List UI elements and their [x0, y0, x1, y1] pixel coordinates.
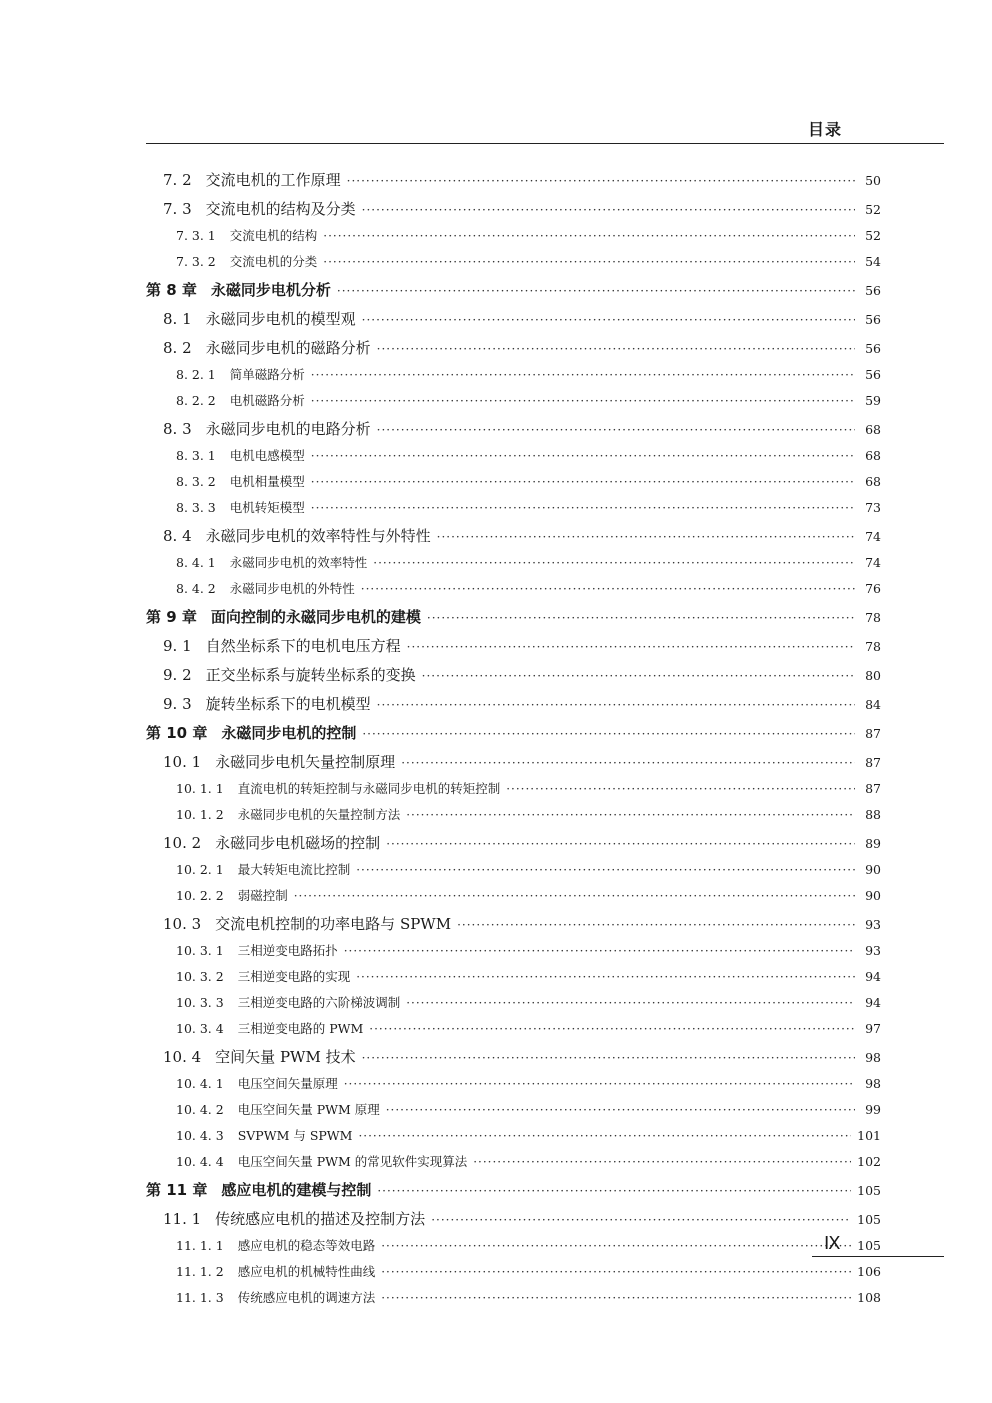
toc-entry-page: 68 — [865, 422, 881, 437]
dot-leader — [362, 314, 855, 326]
toc-entry-title: 传统感应电机的调速方法 — [237, 1290, 376, 1305]
dot-leader — [323, 256, 855, 268]
toc-entry-number: 第 10 章 — [146, 724, 208, 742]
header-rule — [146, 143, 944, 144]
toc-entry-title: 面向控制的永磁同步电机的建模 — [210, 608, 421, 626]
toc-entry-page: 93 — [865, 917, 881, 932]
toc-entry-number: 第 9 章 — [146, 608, 197, 626]
toc-entry-page: 87 — [865, 781, 881, 796]
dot-leader — [377, 1185, 851, 1197]
toc-entry-number: 10. 1. 1 — [176, 781, 224, 796]
toc-entry-page: 52 — [865, 228, 881, 243]
dot-leader — [381, 1266, 851, 1278]
toc-entry-title: 直流电机的转矩控制与永磁同步电机的转矩控制 — [237, 781, 501, 796]
toc-entry[interactable] — [146, 1076, 881, 1102]
dot-leader — [362, 728, 855, 740]
dot-leader — [381, 1240, 851, 1252]
toc-entry-number: 10. 2 — [163, 834, 202, 852]
toc-entry[interactable] — [146, 1128, 881, 1154]
toc-entry-page: 106 — [857, 1264, 881, 1279]
toc-entry-page: 74 — [865, 529, 881, 544]
toc-entry-page: 78 — [865, 610, 881, 625]
toc-entry[interactable] — [146, 309, 881, 338]
toc-entry-number: 7. 3 — [163, 200, 192, 218]
toc-entry[interactable] — [146, 419, 881, 448]
toc-entry-number: 10. 4 — [163, 1048, 202, 1066]
toc-entry-page: 105 — [857, 1238, 881, 1253]
dot-leader — [356, 971, 855, 983]
toc-entry-number: 10. 3 — [163, 915, 202, 933]
dot-leader — [311, 476, 855, 488]
toc-entry[interactable] — [146, 254, 881, 280]
dot-leader — [406, 809, 855, 821]
toc-entry-title: 自然坐标系下的电机电压方程 — [205, 637, 401, 655]
toc-entry-page: 102 — [857, 1154, 881, 1169]
toc-entry[interactable] — [146, 1238, 881, 1264]
dot-leader — [422, 670, 855, 682]
dot-leader — [407, 641, 855, 653]
dot-leader — [506, 783, 855, 795]
toc-entry[interactable] — [146, 170, 881, 199]
toc-entry-title: 永磁同步电机的外特性 — [229, 581, 355, 596]
dot-leader — [311, 369, 855, 381]
toc-entry-page: 78 — [865, 639, 881, 654]
toc-entry-number: 10. 4. 1 — [176, 1076, 224, 1091]
toc-entry[interactable] — [146, 781, 881, 807]
toc-entry[interactable] — [146, 807, 881, 833]
toc-entry[interactable] — [146, 862, 881, 888]
toc-entry-number: 7. 2 — [163, 171, 192, 189]
toc-entry-number: 8. 4. 1 — [176, 555, 216, 570]
toc-entry-number: 11. 1. 1 — [176, 1238, 224, 1253]
toc-entry-page: 84 — [865, 697, 881, 712]
toc-entry-number: 10. 1. 2 — [176, 807, 224, 822]
toc-entry-page: 54 — [865, 254, 881, 269]
page-number: Ⅸ — [824, 1233, 841, 1254]
dot-leader — [473, 1156, 851, 1168]
toc-entry-page: 97 — [865, 1021, 881, 1036]
toc-entry-number: 10. 3. 1 — [176, 943, 224, 958]
toc-entry[interactable] — [146, 448, 881, 474]
toc-entry-title: 三相逆变电路的实现 — [237, 969, 351, 984]
toc-entry-title: 永磁同步电机的模型观 — [205, 310, 356, 328]
toc-entry[interactable] — [146, 1209, 881, 1238]
toc-entry[interactable] — [146, 581, 881, 607]
toc-entry-page: 99 — [865, 1102, 881, 1117]
toc-entry-number: 8. 2. 2 — [176, 393, 216, 408]
dot-leader — [377, 343, 855, 355]
dot-leader — [406, 997, 855, 1009]
toc-entry-page: 94 — [865, 995, 881, 1010]
toc-entry-number: 10. 2. 2 — [176, 888, 224, 903]
toc-entry-title: 永磁同步电机磁场的控制 — [215, 834, 381, 852]
toc-entry-title: 永磁同步电机的矢量控制方法 — [237, 807, 401, 822]
toc-entry[interactable] — [146, 833, 881, 862]
dot-leader — [362, 204, 855, 216]
toc-entry-title: 交流电机的分类 — [229, 254, 318, 269]
toc-entry-number: 10. 3. 3 — [176, 995, 224, 1010]
toc-entry-title: 三相逆变电路的 PWM — [237, 1021, 364, 1036]
toc-entry-number: 8. 1 — [163, 310, 192, 328]
dot-leader — [323, 230, 855, 242]
toc-entry-number: 8. 4. 2 — [176, 581, 216, 596]
dot-leader — [369, 1023, 855, 1035]
toc-entry-page: 73 — [865, 500, 881, 515]
toc-entry-page: 59 — [865, 393, 881, 408]
toc-entry-title: SVPWM 与 SPWM — [237, 1128, 353, 1143]
toc-entry[interactable] — [146, 694, 881, 723]
toc-entry[interactable] — [146, 474, 881, 500]
dot-leader — [337, 285, 855, 297]
toc-entry-number: 8. 3. 2 — [176, 474, 216, 489]
dot-leader — [457, 919, 855, 931]
dot-leader — [381, 1292, 851, 1304]
toc-entry[interactable] — [146, 636, 881, 665]
toc-entry-page: 50 — [865, 173, 881, 188]
dot-leader — [311, 502, 855, 514]
footer-rule — [812, 1256, 944, 1257]
toc-entry-title: 三相逆变电路的六阶梯波调制 — [237, 995, 401, 1010]
toc-entry-title: 电压空间矢量 PWM 的常见软件实现算法 — [237, 1154, 468, 1169]
toc-entry[interactable] — [146, 1102, 881, 1128]
toc-entry-number: 8. 3 — [163, 420, 192, 438]
dot-leader — [358, 1130, 851, 1142]
toc-entry-title: 电机转矩模型 — [229, 500, 305, 515]
toc-entry-page: 98 — [865, 1050, 881, 1065]
dot-leader — [377, 424, 855, 436]
dot-leader — [344, 945, 855, 957]
toc-entry-title: 永磁同步电机分析 — [210, 281, 331, 299]
toc-entry-title: 永磁同步电机的效率特性 — [229, 555, 368, 570]
toc-entry-number: 9. 2 — [163, 666, 192, 684]
toc-entry-page: 101 — [857, 1128, 881, 1143]
toc-entry-number: 8. 3. 3 — [176, 500, 216, 515]
toc-entry-number: 11. 1 — [163, 1210, 202, 1228]
toc-entry-title: 弱磁控制 — [237, 888, 288, 903]
toc-entry-title: 传统感应电机的描述及控制方法 — [215, 1210, 426, 1228]
toc-entry-page: 105 — [857, 1183, 881, 1198]
toc-entry[interactable] — [146, 1180, 881, 1209]
toc-entry-title: 正交坐标系与旋转坐标系的变换 — [205, 666, 416, 684]
toc-entry-page: 74 — [865, 555, 881, 570]
toc-entry-number: 8. 2. 1 — [176, 367, 216, 382]
toc-entry-number: 11. 1. 3 — [176, 1290, 224, 1305]
toc-entry-title: 电压空间矢量原理 — [237, 1076, 338, 1091]
toc-entry[interactable] — [146, 1154, 881, 1180]
toc-entry-number: 7. 3. 2 — [176, 254, 216, 269]
toc-entry[interactable] — [146, 943, 881, 969]
toc-entry-number: 10. 4. 4 — [176, 1154, 224, 1169]
toc-entry-page: 87 — [865, 755, 881, 770]
toc-entry-number: 10. 3. 4 — [176, 1021, 224, 1036]
toc-entry-page: 90 — [865, 862, 881, 877]
toc-entry-page: 88 — [865, 807, 881, 822]
toc-entry-page: 56 — [865, 341, 881, 356]
table-of-contents — [146, 170, 881, 1316]
toc-entry-number: 10. 1 — [163, 753, 202, 771]
dot-leader — [401, 757, 855, 769]
toc-entry-number: 10. 4. 2 — [176, 1102, 224, 1117]
toc-entry-title: 永磁同步电机的电路分析 — [205, 420, 371, 438]
running-header-title: 目录 — [808, 120, 843, 139]
toc-entry-page: 56 — [865, 367, 881, 382]
toc-entry-number: 8. 3. 1 — [176, 448, 216, 463]
toc-entry-page: 87 — [865, 726, 881, 741]
toc-entry-title: 交流电机的结构 — [229, 228, 318, 243]
toc-entry[interactable] — [146, 199, 881, 228]
dot-leader — [377, 699, 855, 711]
toc-entry[interactable] — [146, 1290, 881, 1316]
toc-entry-number: 10. 4. 3 — [176, 1128, 224, 1143]
toc-entry-title: 交流电机的结构及分类 — [205, 200, 356, 218]
toc-entry-page: 68 — [865, 448, 881, 463]
toc-entry-title: 永磁同步电机的控制 — [221, 724, 357, 742]
dot-leader — [437, 531, 855, 543]
dot-leader — [427, 612, 855, 624]
toc-entry-title: 空间矢量 PWM 技术 — [215, 1048, 356, 1066]
dot-leader — [386, 838, 855, 850]
toc-entry[interactable] — [146, 995, 881, 1021]
toc-entry[interactable] — [146, 969, 881, 995]
toc-entry[interactable] — [146, 723, 881, 752]
toc-entry-title: 三相逆变电路拓扑 — [237, 943, 338, 958]
dot-leader — [311, 395, 855, 407]
dot-leader — [362, 1052, 855, 1064]
dot-leader — [431, 1214, 851, 1226]
toc-entry-title: 永磁同步电机矢量控制原理 — [215, 753, 396, 771]
toc-entry-number: 10. 2. 1 — [176, 862, 224, 877]
toc-entry[interactable] — [146, 1264, 881, 1290]
toc-entry-number: 9. 1 — [163, 637, 192, 655]
toc-entry-page: 105 — [857, 1212, 881, 1227]
toc-entry-title: 电机相量模型 — [229, 474, 305, 489]
toc-entry-title: 简单磁路分析 — [229, 367, 305, 382]
toc-entry-number: 10. 3. 2 — [176, 969, 224, 984]
toc-entry-title: 旋转坐标系下的电机模型 — [205, 695, 371, 713]
toc-entry-page: 68 — [865, 474, 881, 489]
toc-entry[interactable] — [146, 280, 881, 309]
toc-entry-title: 感应电机的建模与控制 — [221, 1181, 372, 1199]
toc-entry-page: 56 — [865, 283, 881, 298]
toc-entry[interactable] — [146, 367, 881, 393]
toc-entry-title: 电机电感模型 — [229, 448, 305, 463]
toc-entry-number: 8. 4 — [163, 527, 192, 545]
toc-entry-page: 98 — [865, 1076, 881, 1091]
toc-entry[interactable] — [146, 1021, 881, 1047]
dot-leader — [356, 864, 855, 876]
toc-entry-number: 第 11 章 — [146, 1181, 208, 1199]
toc-entry-page: 76 — [865, 581, 881, 596]
toc-entry-title: 永磁同步电机的磁路分析 — [205, 339, 371, 357]
toc-entry-title: 交流电机控制的功率电路与 SPWM — [215, 915, 452, 933]
dot-leader — [311, 450, 855, 462]
dot-leader — [386, 1104, 855, 1116]
toc-entry-title: 永磁同步电机的效率特性与外特性 — [205, 527, 431, 545]
toc-entry[interactable] — [146, 228, 881, 254]
dot-leader — [361, 583, 855, 595]
dot-leader — [344, 1078, 855, 1090]
toc-entry[interactable] — [146, 393, 881, 419]
toc-entry-title: 感应电机的稳态等效电路 — [237, 1238, 376, 1253]
toc-entry-number: 7. 3. 1 — [176, 228, 216, 243]
toc-entry-page: 94 — [865, 969, 881, 984]
toc-entry-title: 电压空间矢量 PWM 原理 — [237, 1102, 380, 1117]
toc-entry-page: 80 — [865, 668, 881, 683]
toc-entry[interactable] — [146, 607, 881, 636]
toc-entry[interactable] — [146, 338, 881, 367]
dot-leader — [347, 175, 855, 187]
toc-entry[interactable] — [146, 888, 881, 914]
toc-entry-title: 最大转矩电流比控制 — [237, 862, 351, 877]
toc-entry[interactable] — [146, 752, 881, 781]
toc-entry[interactable] — [146, 1047, 881, 1076]
toc-entry[interactable] — [146, 526, 881, 555]
toc-entry-page: 56 — [865, 312, 881, 327]
toc-entry[interactable] — [146, 914, 881, 943]
toc-entry[interactable] — [146, 500, 881, 526]
toc-entry-number: 8. 2 — [163, 339, 192, 357]
toc-entry-number: 11. 1. 2 — [176, 1264, 224, 1279]
toc-entry[interactable] — [146, 665, 881, 694]
toc-entry-page: 52 — [865, 202, 881, 217]
toc-entry[interactable] — [146, 555, 881, 581]
toc-entry-title: 电机磁路分析 — [229, 393, 305, 408]
dot-leader — [294, 890, 855, 902]
toc-entry-title: 感应电机的机械特性曲线 — [237, 1264, 376, 1279]
toc-entry-page: 93 — [865, 943, 881, 958]
toc-entry-page: 89 — [865, 836, 881, 851]
toc-entry-number: 9. 3 — [163, 695, 192, 713]
toc-entry-page: 108 — [857, 1290, 881, 1305]
toc-entry-title: 交流电机的工作原理 — [205, 171, 341, 189]
toc-entry-page: 90 — [865, 888, 881, 903]
dot-leader — [373, 557, 855, 569]
toc-entry-number: 第 8 章 — [146, 281, 197, 299]
